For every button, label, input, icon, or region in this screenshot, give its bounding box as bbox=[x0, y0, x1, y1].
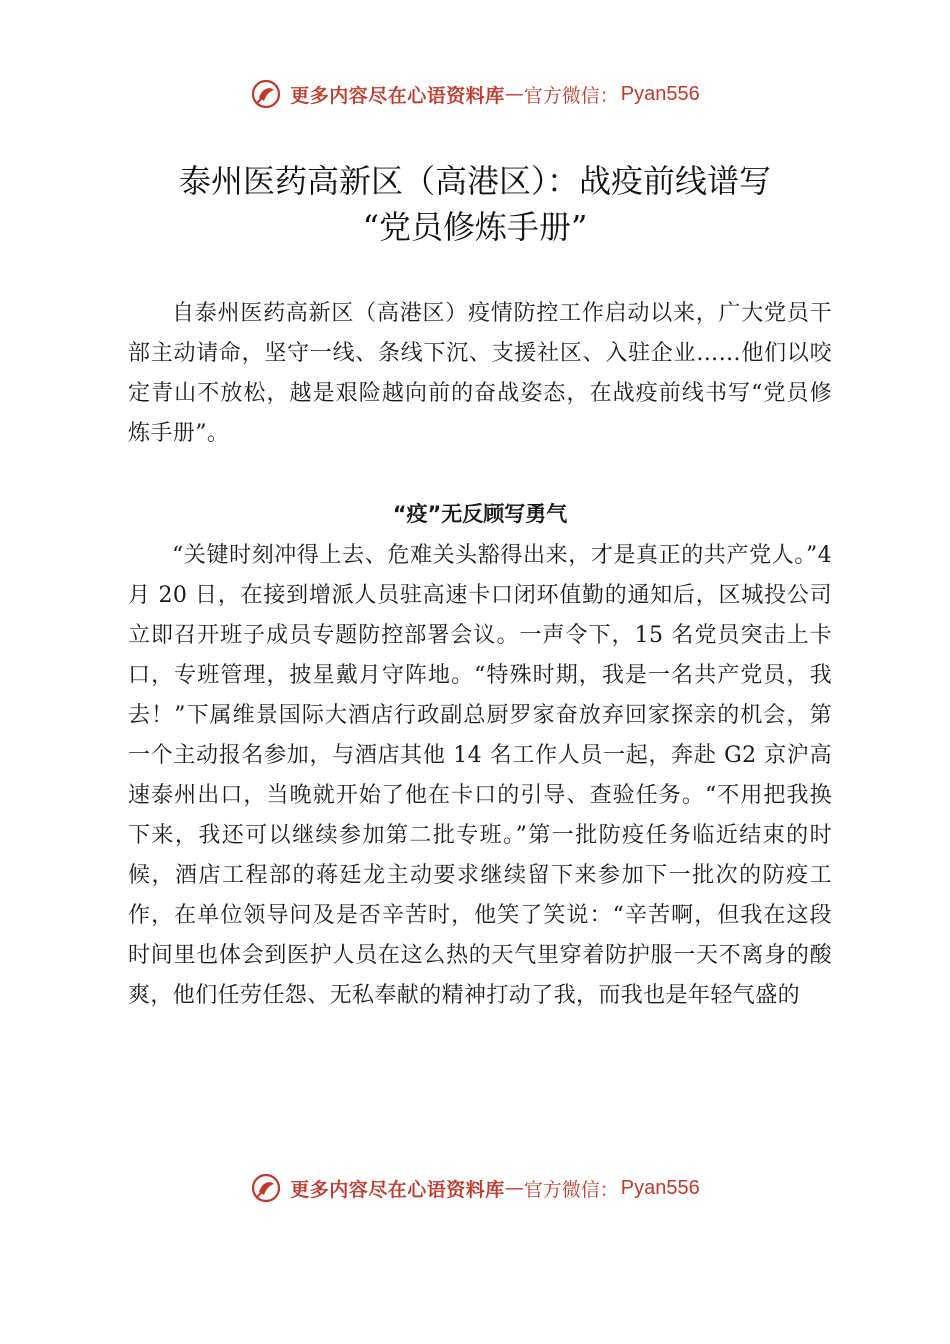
document-body bbox=[128, 294, 832, 1016]
banner-dash: — bbox=[504, 1177, 524, 1199]
brand-logo-icon bbox=[250, 78, 282, 110]
banner-text: 更多内容尽在心语资料库 bbox=[290, 1178, 505, 1201]
footer-watermark-banner bbox=[0, 1168, 950, 1208]
banner-text: 更多内容尽在心语资料库 bbox=[290, 84, 505, 107]
header-watermark-banner bbox=[0, 74, 950, 114]
brand-logo-icon bbox=[250, 1172, 282, 1204]
title-line-2: “党员修炼手册” bbox=[362, 208, 588, 246]
document-title bbox=[80, 158, 870, 250]
banner-wechat-id: Pyan556 bbox=[620, 1176, 700, 1199]
intro-paragraph: 自泰州医药高新区（高港区）疫情防控工作启动以来，广大党员干部主动请命，坚守一线、条线下沉、支援社区、入驻企业……他们以咬定青山不放松，越是艰险越向前的奋战姿态，在战疫前线书写“党员修炼手册”。 bbox=[128, 301, 832, 446]
banner-dash: — bbox=[504, 83, 524, 105]
body-paragraph: “关键时刻冲得上去、危难关头豁得出来，才是真正的共产党人。”4 月 20 日，在接到增派人员驻高速卡口闭环值勤的通知后，区城投公司立即召开班子成员专题防控部署会议。一声令下，15 名党员突击上卡口，专班管理，披星戴月守阵地。“特殊时期，我是一名共产党员，我去！”下属维景国际大酒店行政副总厨罗家奋放弃回家探亲的机会，第一个主动报名参加，与酒店其他 14 名工作人员一起，奔赴 G2 京沪高速泰州出口，当晚就开始了他在卡口的引导、查验任务。“不用把我换下来，我还可以继续参加第二批专班。”第一批防疫任务临近结束的时候，酒店工程部的蒋廷龙主动要求继续留下来参加下一批次的防疫工作，在单位领导问及是否辛苦时，他笑了笑说：“辛苦啊，但我在这段时间里也体会到医护人员在这么热的天气里穿着防护服一天不离身的酸爽，他们任劳任怨、无私奉献的精神打动了我，而我也是年轻气盛的 bbox=[128, 543, 832, 1008]
section-heading: “疫”无反顾写勇气 bbox=[392, 502, 568, 526]
banner-wechat-label: 官方微信： bbox=[523, 84, 619, 107]
banner-wechat-id: Pyan556 bbox=[620, 82, 700, 105]
banner-wechat-label: 官方微信： bbox=[523, 1178, 619, 1201]
title-line-1: 泰州医药高新区（高港区）：战疫前线谱写 bbox=[178, 162, 771, 200]
